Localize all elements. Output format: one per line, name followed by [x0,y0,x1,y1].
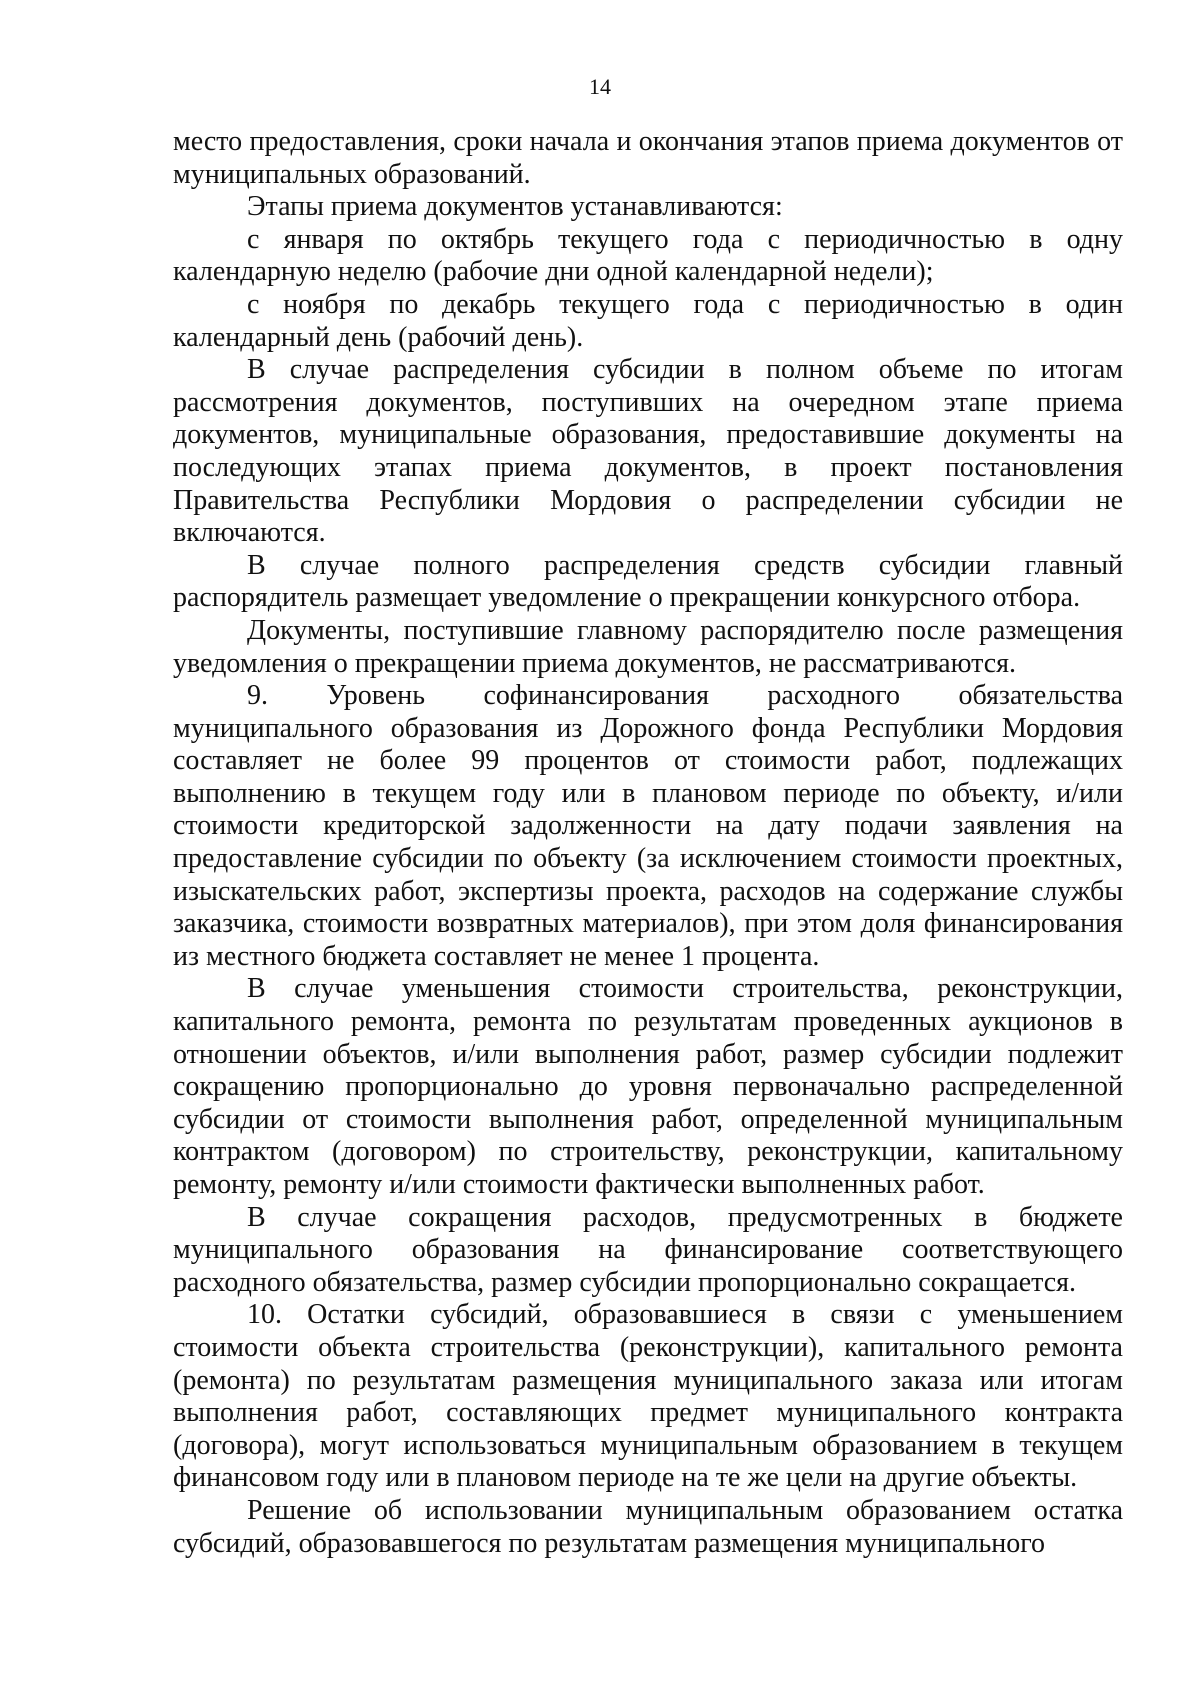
paragraph-budget-reduction: В случае сокращения расходов, предусмотренных в бюджете муниципального образования на финансирование соответствующего расходного обязательства, размер субсидии пропорционально сокращается. [173,1201,1123,1298]
paragraph-item-10: 10. Остатки субсидий, образовавшиеся в связи с уменьшением стоимости объекта строительства (реконструкции), капитального ремонта (ремонта) по результатам размещения муниципального заказа или итогам выполнения работ, составляющих предмет муниципального контракта (договора), могут использоваться муниципальным образованием в текущем финансовом году или в плановом периоде на те же цели на другие объекты. [173,1299,1123,1494]
page-number: 14 [589,74,611,99]
paragraph-stages-intro: Этапы приема документов устанавливаются: [247,191,783,223]
paragraph-stage-january-october: с января по октябрь текущего года с периодичностью в одну календарную неделю (рабочие дни одной календарной недели); [173,223,1123,288]
paragraph-full-distribution-case: В случае распределения субсидии в полном объеме по итогам рассмотрения документов, поступивших на очередном этапе приема документов, муниципальные образования, предоставившие документы на последующих этапах приема документов, в проект постановления Правительства Республики Мордовия о распределении субсидии не включаются. [173,354,1123,549]
paragraph-item-9: 9. Уровень софинансирования расходного обязательства муниципального образования из Дорожного фонда Республики Мордовия составляет не более 99 процентов от стоимости работ, подлежащих выполнению в текущем году или в плановом периоде по объекту, и/или стоимости кредиторской задолженности на дату подачи заявления на предоставление субсидии по объекту (за исключением стоимости проектных, изыскательских работ, экспертизы проекта, расходов на содержание службы заказчика, стоимости возвратных материалов), при этом доля финансирования из местного бюджета составляет не менее 1 процента. [173,680,1123,972]
paragraph-cost-reduction: В случае уменьшения стоимости строительства, реконструкции, капитального ремонта, ремонта по результатам проведенных аукционов в отношении объектов, и/или выполнения работ, размер субсидии подлежит сокращению пропорционально до уровня первоначально распределенной субсидии от стоимости выполнения работ, определенной муниципальным контрактом (договором) по строительству, реконструкции, капитальному ремонту, ремонту и/или стоимости фактически выполненных работ. [173,973,1123,1200]
paragraph-continuation: место предоставления, сроки начала и окончания этапов приема документов от муниципальных образований. [173,126,1123,190]
paragraph-remainder-decision: Решение об использовании муниципальным образованием остатка субсидий, образовавшегося по результатам размещения муниципального [173,1494,1123,1559]
document-body [173,126,1123,1560]
paragraph-late-documents: Документы, поступившие главному распорядителю после размещения уведомления о прекращении приема документов, не рассматриваются. [173,614,1123,679]
paragraph-notification: В случае полного распределения средств субсидии главный распорядитель размещает уведомление о прекращении конкурсного отбора. [173,549,1123,614]
paragraph-stage-november-december: с ноября по декабрь текущего года с периодичностью в один календарный день (рабочий день). [173,288,1123,353]
